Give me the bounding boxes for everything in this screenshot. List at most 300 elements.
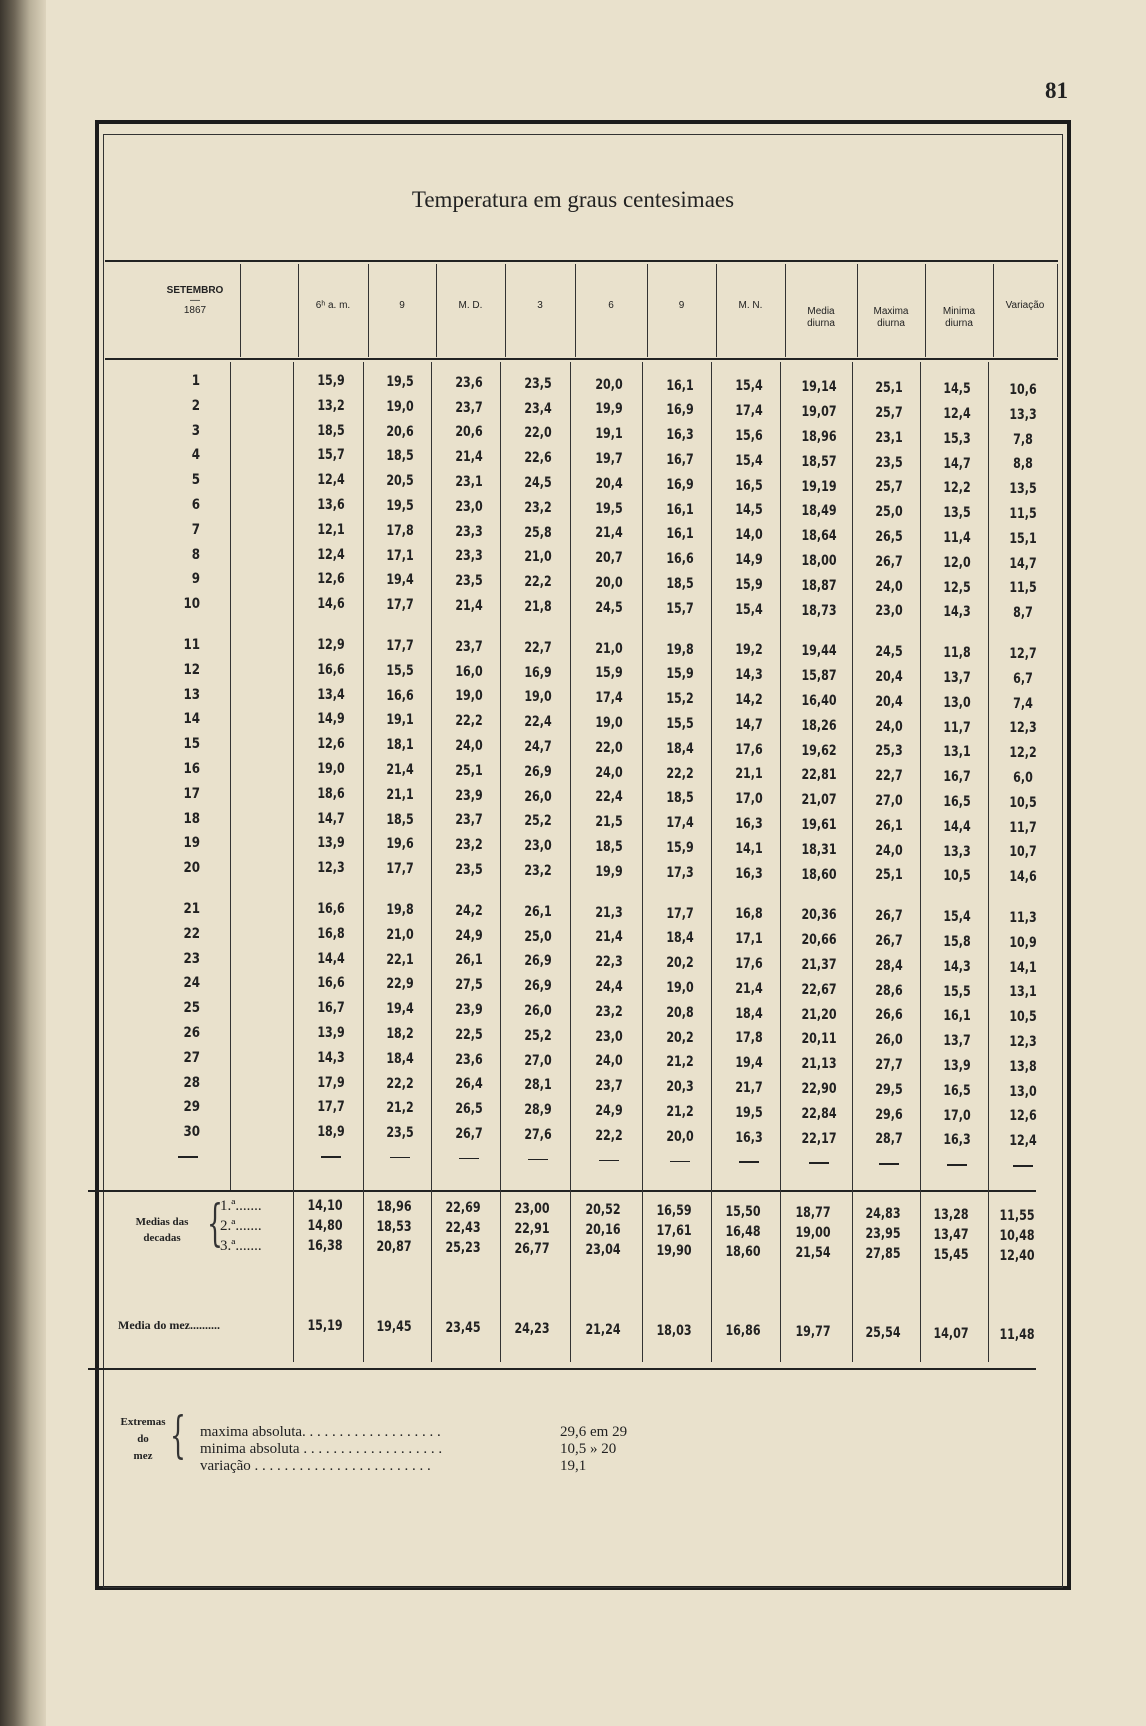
table-cell: 20,6 (386, 423, 414, 440)
table-cell: 23,0 (454, 498, 483, 515)
table-cell: 21,37 (801, 956, 837, 973)
table-cell: 24,0 (454, 738, 483, 754)
table-cell: 19,07 (801, 404, 837, 421)
table-cell: 17,3 (665, 864, 694, 881)
table-cell: 25,3 (875, 743, 903, 760)
table-cell: 24,5 (595, 599, 623, 616)
table-cell: 14,3 (943, 958, 971, 975)
table-cell: 18,2 (386, 1025, 414, 1042)
table-cell: 20,66 (801, 932, 837, 949)
table-cell: 20,5 (386, 473, 414, 490)
table-cell: 18,00 (801, 552, 837, 569)
decada-cell: 18,77 (795, 1205, 831, 1221)
row-end-dash (321, 1156, 341, 1158)
table-cell: 19,0 (665, 979, 694, 996)
table-cell: 26,9 (524, 978, 552, 995)
table-cell: 19,6 (386, 836, 414, 853)
table-cell: 15,5 (386, 662, 414, 679)
table-cell: 15,4 (734, 452, 763, 469)
media-mez-cell: 18,03 (655, 1322, 692, 1339)
table-cell: 27,7 (875, 1057, 903, 1073)
table-cell: 15,8 (943, 933, 971, 950)
table-cell: 17,7 (317, 1099, 345, 1116)
table-cell: 16,9 (665, 402, 694, 419)
table-cell: 18,9 (317, 1124, 345, 1141)
table-cell: 17,7 (386, 637, 414, 654)
header-column-label: diurna (945, 318, 973, 329)
table-cell: 13,1 (943, 744, 971, 761)
table-cell: 16,7 (665, 451, 694, 468)
table-cell: 12,4 (317, 472, 345, 489)
header-column-3 (431, 300, 511, 312)
day-number: 7 (191, 521, 200, 538)
decada-label: 3.ª....... (220, 1238, 262, 1254)
decada-cell: 11,55 (999, 1208, 1035, 1224)
table-cell: 12,6 (1009, 1108, 1037, 1125)
table-cell: 15,1 (1009, 530, 1037, 547)
table-cell: 23,7 (595, 1078, 623, 1095)
table-cell: 11,8 (943, 645, 971, 662)
day-number: 14 (183, 711, 200, 728)
table-cell: 16,6 (386, 687, 414, 704)
table-cell: 17,6 (734, 741, 763, 758)
table-cell: 15,9 (734, 576, 763, 593)
table-cell: 15,87 (801, 668, 837, 685)
header-column-label: Media (807, 306, 835, 317)
row-end-dash (1013, 1165, 1033, 1167)
decada-cell: 12,40 (999, 1248, 1035, 1264)
table-cell: 24,0 (875, 578, 903, 595)
table-cell: 17,0 (734, 791, 763, 808)
table-cell: 7,8 (1013, 431, 1033, 448)
body-bottom-rule (88, 1190, 1036, 1192)
table-cell: 13,4 (317, 686, 345, 703)
header-column-label: 3 (537, 300, 543, 311)
table-cell: 12,4 (317, 546, 345, 563)
table-cell: 19,0 (317, 761, 345, 777)
header-column-1 (293, 300, 373, 312)
header-column-label: 9 (399, 300, 405, 311)
table-cell: 19,1 (595, 426, 623, 443)
table-cell: 14,2 (734, 692, 763, 708)
table-cell: 13,3 (1009, 406, 1037, 423)
table-cell: 25,1 (875, 867, 903, 884)
table-cell: 16,7 (317, 1000, 345, 1017)
day-number: 27 (183, 1049, 200, 1066)
table-cell: 18,73 (801, 602, 837, 619)
decada-cell: 22,43 (444, 1220, 481, 1236)
table-cell: 23,5 (454, 573, 483, 590)
table-cell: 19,44 (801, 643, 837, 660)
table-cell: 28,7 (875, 1131, 903, 1148)
table-cell: 13,9 (943, 1057, 971, 1074)
table-cell: 16,6 (317, 901, 345, 917)
table-cell: 18,26 (801, 717, 837, 734)
table-cell: 19,4 (386, 1001, 414, 1018)
decada-label: 2.ª....... (220, 1218, 262, 1234)
table-cell: 14,3 (317, 1049, 345, 1066)
table-cell: 23,0 (875, 603, 903, 620)
row-end-dash (670, 1161, 690, 1163)
table-cell: 25,2 (524, 813, 552, 830)
table-cell: 21,0 (524, 549, 552, 566)
table-cell: 21,4 (595, 929, 623, 946)
table-cell: 26,7 (875, 553, 903, 570)
inner-frame (103, 134, 1063, 1588)
table-cell: 22,2 (665, 765, 694, 782)
table-cell: 25,8 (524, 524, 552, 541)
table-cell: 13,5 (943, 505, 971, 522)
table-cell: 19,4 (734, 1055, 763, 1072)
row-end-dash (739, 1161, 759, 1163)
table-cell: 15,9 (665, 839, 694, 856)
table-cell: 13,5 (1009, 481, 1037, 498)
table-cell: 26,7 (454, 1126, 483, 1142)
table-cell: 26,6 (875, 1007, 903, 1024)
decada-cell: 24,83 (865, 1206, 901, 1222)
day-number: 9 (191, 571, 200, 588)
decada-cell: 23,00 (514, 1201, 550, 1217)
header-column-6 (642, 300, 722, 312)
table-cell: 29,6 (875, 1106, 903, 1123)
table-cell: 20,0 (595, 376, 623, 393)
table-cell: 18,1 (386, 737, 414, 754)
table-cell: 16,8 (317, 925, 345, 942)
header-month-year (140, 285, 250, 317)
table-cell: 19,61 (801, 816, 837, 833)
decada-cell: 25,23 (444, 1240, 481, 1256)
table-cell: 16,9 (524, 664, 552, 681)
table-cell: 13,8 (1009, 1058, 1037, 1075)
table-cell: 12,9 (317, 637, 345, 653)
table-cell: 20,7 (595, 550, 623, 567)
day-number: 29 (183, 1099, 200, 1116)
table-cell: 14,7 (943, 455, 971, 472)
table-cell: 17,7 (386, 597, 414, 614)
decada-cell: 18,96 (376, 1199, 412, 1215)
table-cell: 18,57 (801, 453, 837, 470)
decada-cell: 10,48 (999, 1228, 1035, 1244)
table-cell: 21,0 (595, 640, 623, 657)
brace-extremas: { (170, 1406, 186, 1464)
extremas-label: do (137, 1433, 149, 1445)
table-cell: 13,9 (317, 1025, 345, 1041)
table-cell: 20,2 (665, 955, 694, 972)
table-cell: 10,5 (1009, 1009, 1037, 1026)
table-cell: 14,7 (1009, 555, 1037, 572)
decada-cell: 16,48 (724, 1224, 761, 1240)
decada-cell: 14,10 (307, 1198, 343, 1214)
table-cell: 17,1 (386, 547, 414, 564)
table-cell: 17,8 (386, 522, 414, 539)
table-cell: 18,4 (386, 1050, 414, 1067)
table-cell: 18,5 (317, 422, 345, 439)
table-cell: 15,7 (665, 600, 694, 617)
table-cell: 23,5 (875, 454, 903, 471)
row-end-dash (528, 1159, 548, 1161)
table-cell: 21,4 (386, 761, 414, 778)
table-cell: 23,6 (454, 374, 483, 391)
table-cell: 17,8 (734, 1030, 763, 1047)
table-cell: 26,9 (524, 953, 552, 970)
decada-cell: 15,45 (933, 1247, 969, 1263)
table-cell: 21,20 (801, 1006, 837, 1023)
column-rule (230, 362, 231, 1190)
table-cell: 18,6 (317, 785, 345, 802)
header-column-label: diurna (807, 318, 835, 329)
table-cell: 24,9 (595, 1103, 623, 1119)
decada-cell: 19,90 (655, 1243, 692, 1259)
decada-cell: 17,61 (655, 1223, 692, 1239)
table-cell: 26,0 (524, 1002, 552, 1019)
row-end-dash (879, 1163, 899, 1165)
table-cell: 23,5 (454, 862, 483, 878)
book-spine-shadow (0, 0, 46, 1726)
table-cell: 21,4 (734, 980, 763, 997)
table-cell: 19,5 (595, 500, 623, 517)
table-cell: 11,3 (1009, 910, 1037, 926)
table-cell: 23,2 (524, 499, 552, 516)
table-cell: 13,7 (943, 669, 971, 686)
day-number: 12 (183, 661, 200, 678)
table-cell: 23,9 (454, 1002, 483, 1018)
table-cell: 13,0 (1009, 1083, 1037, 1100)
media-mez-cell: 19,77 (795, 1324, 831, 1341)
table-cell: 19,0 (524, 689, 552, 706)
table-cell: 27,0 (524, 1052, 552, 1069)
table-cell: 23,2 (524, 862, 552, 879)
table-cell: 15,3 (943, 430, 971, 447)
media-mez-cell: 19,45 (376, 1318, 412, 1335)
table-cell: 20,4 (875, 693, 903, 710)
header-column-11 (985, 300, 1065, 312)
table-cell: 18,5 (665, 790, 694, 807)
table-cell: 11,5 (1009, 580, 1037, 597)
day-number: 17 (183, 785, 200, 802)
table-cell: 21,2 (665, 1054, 694, 1071)
table-cell: 17,9 (317, 1074, 345, 1091)
table-cell: 26,9 (524, 763, 552, 780)
table-cell: 14,9 (734, 552, 763, 568)
table-cell: 16,6 (317, 661, 345, 678)
table-cell: 18,64 (801, 528, 837, 545)
media-mez-cell: 14,07 (933, 1326, 969, 1343)
media-mez-cell: 15,19 (307, 1318, 343, 1334)
day-number: 18 (183, 810, 200, 827)
table-cell: 23,1 (875, 429, 903, 446)
table-cell: 22,4 (595, 789, 623, 806)
decada-cell: 18,60 (724, 1244, 761, 1260)
table-cell: 22,2 (524, 574, 552, 591)
table-cell: 26,7 (875, 908, 903, 925)
media-mez-cell: 11,48 (999, 1327, 1035, 1343)
table-cell: 23,5 (524, 375, 552, 392)
table-cell: 17,7 (386, 861, 414, 878)
table-cell: 15,4 (734, 378, 763, 395)
media-mez-cell: 16,86 (724, 1323, 761, 1340)
table-cell: 22,7 (524, 639, 552, 656)
header-column-label: Maxima (873, 306, 909, 317)
decada-label: 1.ª....... (220, 1198, 262, 1214)
table-cell: 21,1 (734, 766, 763, 783)
table-cell: 15,2 (665, 691, 694, 708)
table-cell: 12,4 (943, 405, 971, 422)
table-cell: 17,1 (734, 931, 763, 948)
table-cell: 14,6 (1009, 869, 1037, 886)
table-cell: 15,6 (734, 428, 763, 444)
table-cell: 24,0 (875, 718, 903, 735)
table-cell: 17,4 (665, 815, 694, 832)
day-number: 13 (183, 686, 200, 703)
table-cell: 10,7 (1009, 844, 1037, 861)
row-end-dash (947, 1164, 967, 1166)
table-cell: 23,0 (524, 838, 552, 855)
table-cell: 22,1 (386, 951, 414, 968)
decada-cell: 21,54 (795, 1245, 831, 1261)
media-mez-cell: 21,24 (585, 1321, 621, 1338)
decada-cell: 20,16 (585, 1222, 621, 1238)
header-top-rule (105, 260, 1058, 262)
day-number: 15 (183, 736, 200, 753)
row-end-dash (178, 1156, 198, 1158)
table-cell: 16,8 (734, 906, 763, 923)
table-cell: 27,0 (875, 793, 903, 809)
table-cell: 19,5 (386, 373, 414, 390)
table-cell: 27,6 (524, 1126, 552, 1143)
table-cell: 21,4 (454, 598, 483, 614)
table-cell: 14,5 (943, 381, 971, 398)
table-cell: 25,0 (524, 928, 552, 945)
table-cell: 25,0 (875, 504, 903, 521)
table-cell: 21,5 (595, 814, 623, 831)
table-cell: 22,2 (454, 713, 483, 730)
table-cell: 23,0 (595, 1028, 623, 1045)
table-cell: 13,3 (943, 843, 971, 860)
table-cell: 13,0 (943, 694, 971, 711)
table-cell: 15,9 (595, 665, 623, 682)
day-number: 23 (183, 950, 200, 967)
table-cell: 12,5 (943, 579, 971, 596)
table-cell: 22,9 (386, 976, 414, 993)
column-rule (780, 362, 781, 1362)
table-cell: 21,4 (595, 525, 623, 542)
table-cell: 6,0 (1013, 770, 1033, 786)
table-cell: 24,0 (595, 1053, 623, 1070)
day-number: 3 (191, 422, 200, 439)
table-cell: 16,1 (665, 377, 694, 394)
table-cell: 17,4 (595, 690, 623, 707)
day-number: 19 (183, 835, 200, 852)
table-cell: 16,3 (734, 865, 763, 882)
table-cell: 26,1 (875, 817, 903, 834)
table-cell: 20,8 (665, 1004, 694, 1021)
table-cell: 16,9 (665, 476, 694, 493)
table-cell: 23,2 (454, 837, 483, 854)
media-mez-cell: 25,54 (865, 1325, 901, 1342)
table-cell: 24,0 (595, 764, 623, 781)
table-cell: 28,1 (524, 1077, 552, 1094)
table-cell: 14,6 (317, 596, 345, 613)
decada-cell: 27,85 (865, 1246, 901, 1262)
day-number: 16 (183, 761, 200, 777)
table-cell: 26,0 (875, 1032, 903, 1049)
table-cell: 22,17 (801, 1130, 837, 1147)
header-month: SETEMBRO (166, 285, 224, 296)
table-cell: 22,3 (595, 954, 623, 971)
table-cell: 22,67 (801, 981, 837, 998)
table-cell: 13,6 (317, 497, 345, 513)
table-cell: 6,7 (1013, 670, 1033, 687)
decada-cell: 20,52 (585, 1202, 621, 1218)
header-column-label: 9 (678, 300, 685, 311)
table-cell: 16,5 (943, 1082, 971, 1099)
table-cell: 23,3 (454, 548, 483, 565)
table-cell: 24,2 (454, 902, 483, 919)
table-cell: 14,4 (943, 818, 971, 835)
table-cell: 18,49 (801, 503, 837, 520)
decada-cell: 20,87 (376, 1239, 412, 1255)
table-cell: 17,7 (665, 905, 694, 922)
table-cell: 15,7 (317, 447, 345, 464)
table-cell: 22,81 (801, 767, 837, 784)
table-cell: 11,4 (943, 529, 971, 546)
column-rule (570, 362, 571, 1362)
table-cell: 19,19 (801, 478, 837, 495)
table-cell: 29,5 (875, 1081, 903, 1098)
table-cell: 18,5 (665, 575, 694, 592)
row-end-dash (809, 1162, 829, 1164)
table-cell: 19,0 (386, 398, 414, 415)
table-cell: 12,3 (317, 860, 345, 877)
extremas-item-text: minima absoluta . . . . . . . . . . . . . . . . . . . (200, 1441, 443, 1457)
table-cell: 15,5 (943, 983, 971, 1000)
table-cell: 22,2 (386, 1075, 414, 1092)
table-cell: 23,4 (524, 400, 552, 417)
table-cell: 11,5 (1009, 506, 1037, 522)
table-cell: 18,5 (386, 448, 414, 465)
table-cell: 22,6 (524, 450, 552, 467)
table-cell: 20,4 (595, 475, 623, 492)
header-dash: — (190, 295, 200, 306)
media-do-mez-label: Media do mez.......... (118, 1318, 220, 1332)
table-cell: 19,8 (665, 641, 694, 658)
table-cell: 22,2 (595, 1127, 623, 1144)
table-cell: 8,8 (1013, 456, 1033, 473)
table-cell: 16,3 (734, 816, 763, 832)
table-cell: 19,5 (386, 497, 414, 514)
table-cell: 19,0 (454, 688, 483, 705)
table-cell: 16,3 (943, 1132, 971, 1149)
table-cell: 22,4 (524, 714, 552, 731)
table-cell: 15,9 (317, 373, 345, 389)
table-cell: 25,7 (875, 405, 903, 421)
day-number: 2 (191, 397, 200, 414)
table-cell: 25,1 (875, 380, 903, 397)
table-cell: 16,5 (734, 477, 763, 494)
table-cell: 19,9 (595, 863, 623, 880)
table-cell: 24,5 (524, 474, 552, 491)
table-cell: 12,7 (1009, 646, 1037, 662)
medias-das-decadas-label: decadas (143, 1232, 181, 1244)
day-number: 1 (191, 373, 200, 389)
day-number: 6 (191, 497, 200, 513)
table-cell: 21,7 (734, 1080, 763, 1096)
table-cell: 19,62 (801, 742, 837, 759)
table-cell: 12,2 (943, 480, 971, 497)
day-number: 4 (191, 447, 200, 464)
header-column-label: Minima (942, 306, 976, 317)
header-bottom-rule (105, 358, 1058, 360)
